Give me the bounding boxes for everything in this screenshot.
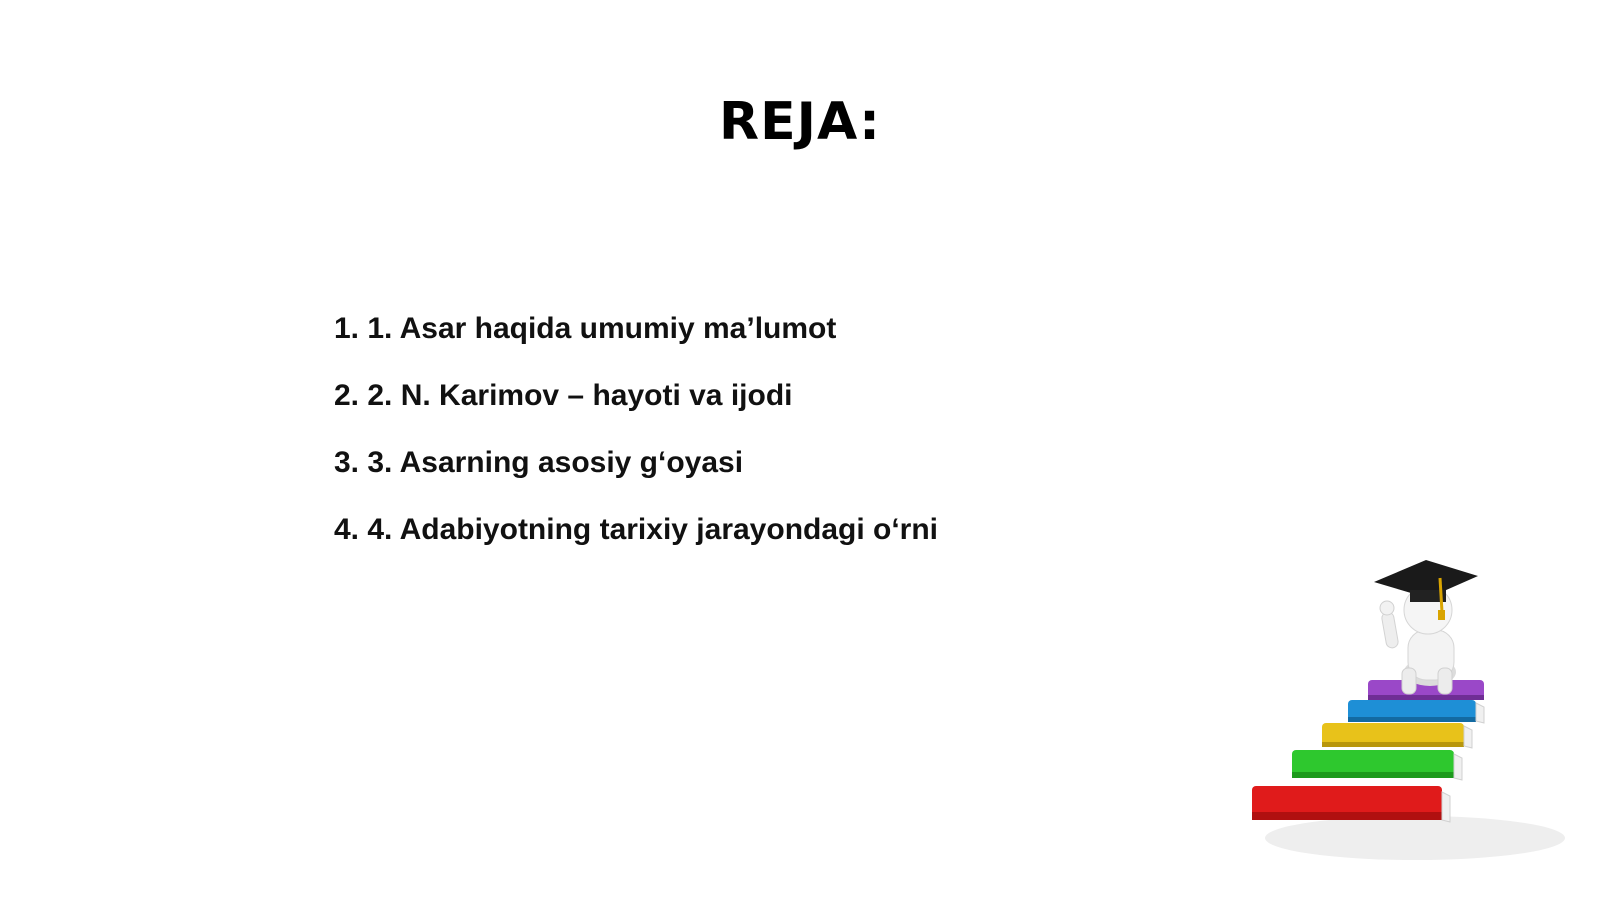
shadow-shape: [1265, 816, 1565, 860]
blue-book-icon: [1348, 700, 1484, 723]
slide-title: REJA:: [719, 92, 881, 152]
green-book-icon: [1292, 750, 1462, 780]
yellow-book-icon: [1322, 723, 1472, 748]
plan-item: 1. 1. Asar haqida umumiy ma’lumot: [334, 312, 837, 345]
plan-item: 2. 2. N. Karimov – hayoti va ijodi: [334, 379, 793, 412]
graduate-figure-icon: [1374, 560, 1478, 694]
red-book-icon: [1252, 786, 1450, 822]
plan-list: [334, 312, 938, 580]
tassel-icon: [1440, 578, 1442, 612]
plan-item: 4. 4. Adabiyotning tarixiy jarayondagi o‘rni: [334, 513, 939, 546]
plan-item: 3. 3. Asarning asosiy g‘oyasi: [334, 446, 744, 479]
graduate-on-books-icon: [1240, 560, 1580, 880]
